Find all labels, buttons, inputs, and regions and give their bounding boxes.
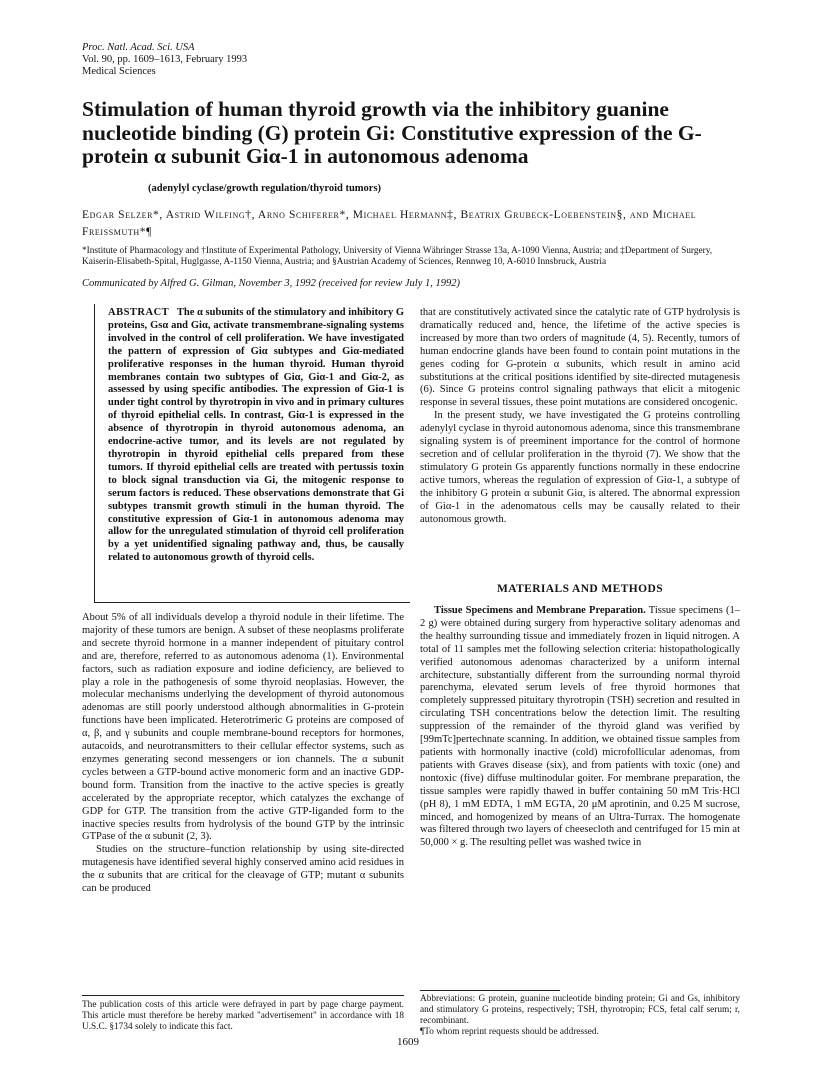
journal-name: Proc. Natl. Acad. Sci. USA — [82, 42, 195, 53]
abstract — [108, 307, 404, 565]
page-number: 1609 — [397, 1036, 419, 1048]
abstract-left-rule — [94, 304, 95, 602]
journal-header — [82, 42, 247, 78]
keywords: (adenylyl cyclase/growth regulation/thyroid tumors) — [148, 183, 382, 194]
footnote-rule-right — [420, 990, 560, 991]
section-heading: MATERIALS AND METHODS — [496, 583, 663, 595]
intro-paragraph: Studies on the structure–function relationship by using site-directed mutagenesis have identified several highly conserved amino acid residues in the α subunits that are critical for the cleavage of GTP; mutant α subunits can be produced — [82, 844, 404, 895]
communicated-by: Communicated by Alfred G. Gilman, November 3, 1992 (received for review July 1, 1992) — [82, 278, 461, 289]
abbreviations-footnote — [420, 994, 740, 1038]
affiliations: *Institute of Pharmacology and †Institute of Experimental Pathology, University of Vienna Währinger Strasse 13a, A-1090 Vienna, Austria; and ‡Department of Surgery, Kaiserin-Elisabeth-Spital, Huglgasse, A-1150 Vienna, Austria; and §Austrian Academy of Sciences, Rennweg 10, A-6010 Innsbruck, Austria — [82, 246, 713, 267]
journal-section: Medical Sciences — [82, 66, 156, 77]
reprint-footnote: ¶To whom reprint requests should be addressed. — [420, 1027, 599, 1037]
abstract-text: The α subunits of the stimulatory and inhibitory G proteins, Gsα and Giα, activate transmembrane-signaling systems involved in the control of cell proliferation. We have investigated the pattern of expression of Giα subtypes and Giα-mediated proliferative responses in the human thyroid. Human thyroid membranes contain two subtypes of Giα, Giα-1 and Giα-2, as assessed by using specific antibodies. The expression of Giα-1 is under tight control by thyrotropin in vivo and in primary cultures of thyroid epithelial cells. In contrast, Giα-1 is expressed in the absence of thyrotropin in thyroid autonomous adenoma, an endocrine-active tumor, and its levels are not regulated by thyrotropin in thyroid epithelial cells prepared from these tumors. If thyroid epithelial cells are treated with pertussis toxin to block signal transduction via Gi, the mitogenic response to serum factors is reduced. These observations demonstrate that Gi subtypes transmit growth stimuli in the human thyroid. The constitutive expression of Giα-1 in autonomous adenoma may allow for the unregulated stimulation of thyroid cell proliferation by a yet unidentified signaling pathway and, thus, be causally related to autonomous growth of thyroid cells. — [108, 307, 404, 564]
intro-paragraph: In the present study, we have investigated the G proteins controlling adenylyl cyclase in thyroid autonomous adenoma, since this transmembrane signaling system is of preeminent importance for the control of hormone secretion and of cellular proliferation in the thyroid (7). We show that the stimulatory G protein Gs apparently functions normally in these endocrine active tumors, whereas the regulation of expression of Giα-1, a subtype of the inhibitory G protein α subunit Giα, is altered. The abnormal expression of Giα-1 in the adenomatous cells may be causally related to their autonomous growth. — [420, 410, 740, 525]
footnote-rule-left — [82, 995, 404, 996]
subsection-heading: Tissue Specimens and Membrane Preparation. — [434, 605, 646, 616]
introduction-left-column — [82, 612, 404, 896]
methods-section — [420, 605, 740, 850]
introduction-right-column — [420, 307, 740, 526]
abstract-bottom-rule — [94, 602, 410, 603]
journal-volume: Vol. 90, pp. 1609–1613, February 1993 — [82, 54, 248, 65]
abstract-label: ABSTRACT — [108, 307, 170, 318]
intro-paragraph: that are constitutively activated since the catalytic rate of GTP hydrolysis is dramatically reduced and, hence, the lifetime of the active species is increased by more than two orders of magnitude (4, 5). Recently, tumors of human endocrine glands have been found to contain point mutations in the genes coding for G-protein α subunits, which result in amino acid substitutions at the critical positions identified by site-directed mutagenesis (6). Since G proteins control signaling pathways that elicit a mitogenic response in several tissues, these point mutations are considered oncogenic. — [420, 307, 740, 409]
author-list: Edgar Selzer*, Astrid Wilfing†, Arno Schiferer*, Michael Hermann‡, Beatrix Grubeck-Loebenstein§, and Michael Freissmuth*¶ — [82, 209, 697, 238]
article-title: Stimulation of human thyroid growth via the inhibitory guanine nucleotide binding (G) protein Gi: Constitutive expression of the G-protein α subunit Giα-1 in autonomous adenoma — [82, 97, 702, 168]
methods-text: Tissue specimens (1–2 g) were obtained during surgery from hyperactive solitary adenomas and the healthy surrounding tissue and immediately frozen in liquid nitrogen. A total of 11 samples met the following selection criteria: histopathologically verified autonomous adenomas characterized by a uniform internal architecture, substantially different from the surrounding normal thyroid parenchyma, elevated serum levels of free thyroid hormones that completely suppressed pituitary thyrotropin (TSH) secretion and resulted in circulating TSH concentrations below the detection limit. The resulting suppression of the remainder of the thyroid gland was verified by [99mTc]pertechnate scanning. In addition, we obtained tissue samples from patients with hormonally inactive (cold) microfollicular adenomas, from patients with Graves disease (six), and from patients with toxic (one) and nontoxic (five) diffuse multinodular goiter. For membrane preparation, the tissue samples were rapidly thawed in buffer containing 50 mM Tris·HCl (pH 8), 1 mM EDTA, 1 mM EGTA, 20 μM aprotinin, and 0.25 M sucrose, minced, and homogenized by means of an Ultra-Turrax. The homogenate was filtered through two layers of cheesecloth and centrifuged for 15 min at 50,000 × g. The resulting pellet was washed twice in — [420, 605, 741, 849]
publication-cost-note: The publication costs of this article were defrayed in part by page charge payment. This article must therefore be hereby marked "advertisement" in accordance with 18 U.S.C. §1734 solely to indicate this fact. — [82, 1000, 404, 1032]
abbreviations-text: Abbreviations: G protein, guanine nucleotide binding protein; Gi and Gs, inhibitory and stimulatory G proteins, respectively; TSH, thyrotropin; FCS, fetal calf serum; r, recombinant. — [420, 994, 740, 1026]
intro-paragraph: About 5% of all individuals develop a thyroid nodule in their lifetime. The majority of these tumors are benign. A subset of these neoplasms proliferate and secrete thyroid hormone in a manner independent of pituitary control and are, therefore, referred to as autonomous adenoma (1). Environmental factors, such as radiation exposure and iodine deficiency, are believed to play a role in the pathogenesis of some thyroid neoplasias. However, the molecular mechanisms underlying the development of thyroid autonomous adenomas are still poorly understood although abnormalities in G-protein functions have been implicated. Heterotrimeric G proteins are composed of α, β, and γ subunits and couple membrane-bound receptors for hormones, autacoids, and neurotransmitters to their cellular effector systems, such as enzymes generating second messengers or ion channels. The α subunit cycles between a GTP-bound active monomeric form and an inactive GDP-bound form. Transition from the inactive to the active species is greatly accelerated by the appropriate receptor, which catalyzes the exchange of GDP for GTP. The transition from the active GTP-liganded form to the inactive species results from hydrolysis of the bound GTP by the intrinsic GTPase of the α subunit (2, 3). — [82, 612, 404, 843]
